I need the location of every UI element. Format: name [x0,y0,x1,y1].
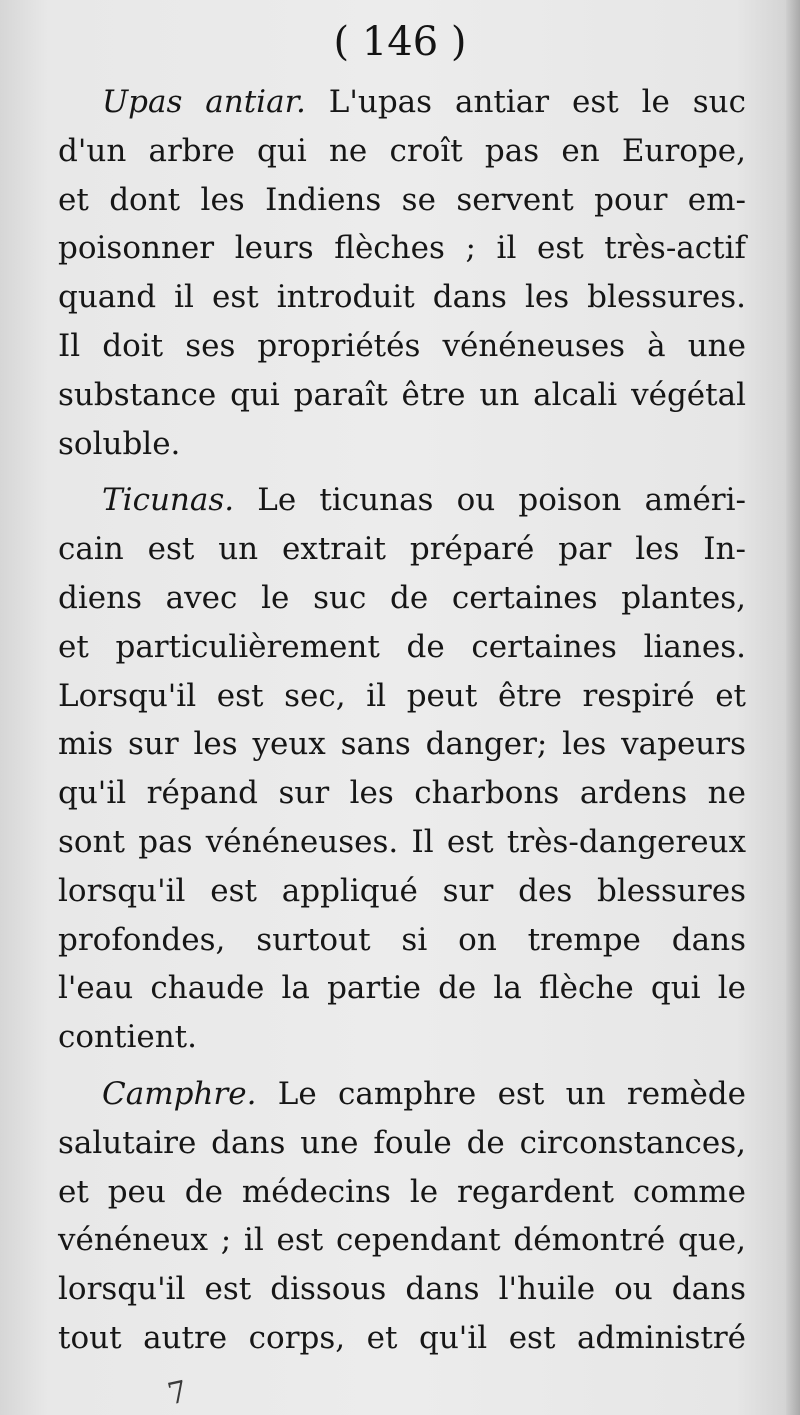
text-line: Upas antiar. L'upas antiar est le suc [102,84,746,120]
text-line: d'un arbre qui ne croît pas en Europe, [58,132,746,169]
text-line: tout autre corps, et qu'il est administré [58,1319,746,1356]
text-line: et peu de médecins le regardent comme [58,1173,746,1210]
entry-term: Ticunas. [102,482,235,519]
page-edge-shadow [786,0,800,1415]
text-line: mis sur les yeux sans danger; les vapeurs [58,726,746,763]
text-line: profondes, surtout si on trempe dans [58,921,746,958]
text-line: lorsqu'il est appliqué sur des blessures [58,872,746,909]
text-line: diens avec le suc de certaines plantes, [58,579,746,616]
text-line: Il doit ses propriétés vénéneuses à une [58,327,746,364]
text-line: sont pas vénéneuses. Il est très-dangereux [58,823,746,860]
catchword: 7 [164,1374,191,1413]
entry-term: Camphre. [102,1075,257,1112]
page-number: ( 146 ) [333,19,467,65]
paragraph-camphre [58,1070,746,1363]
text-line: poisonner leurs flèches ; il est très-actif [58,230,746,267]
text-line: soluble. [58,425,181,462]
text-line: vénéneux ; il est cependant démontré que, [58,1222,746,1259]
text-line: substance qui paraît être un alcali végétal [58,376,746,413]
text-line: contient. [58,1019,197,1056]
text-line: quand il est introduit dans les blessures. [58,279,746,316]
text-line: et particulièrement de certaines lianes. [58,628,746,665]
entry-term: Upas antiar. [102,84,306,120]
text-line: Lorsqu'il est sec, il peut être respiré et [58,677,746,714]
paragraph-upas-antiar [58,78,746,468]
text-line: qu'il répand sur les charbons ardens ne [58,775,746,812]
text-line: cain est un extrait préparé par les In- [58,531,746,568]
text-line: Ticunas. Le ticunas ou poison améri- [102,482,746,519]
text-line: lorsqu'il est dissous dans l'huile ou dans [58,1271,746,1308]
paragraph-ticunas [58,476,746,1062]
text-line: Camphre. Le camphre est un remède [102,1075,746,1112]
text-line: salutaire dans une foule de circonstances, [58,1124,746,1161]
text-line: et dont les Indiens se servent pour em- [58,181,746,218]
body-text [58,78,746,1363]
text-line: l'eau chaude la partie de la flèche qui le [58,970,746,1007]
